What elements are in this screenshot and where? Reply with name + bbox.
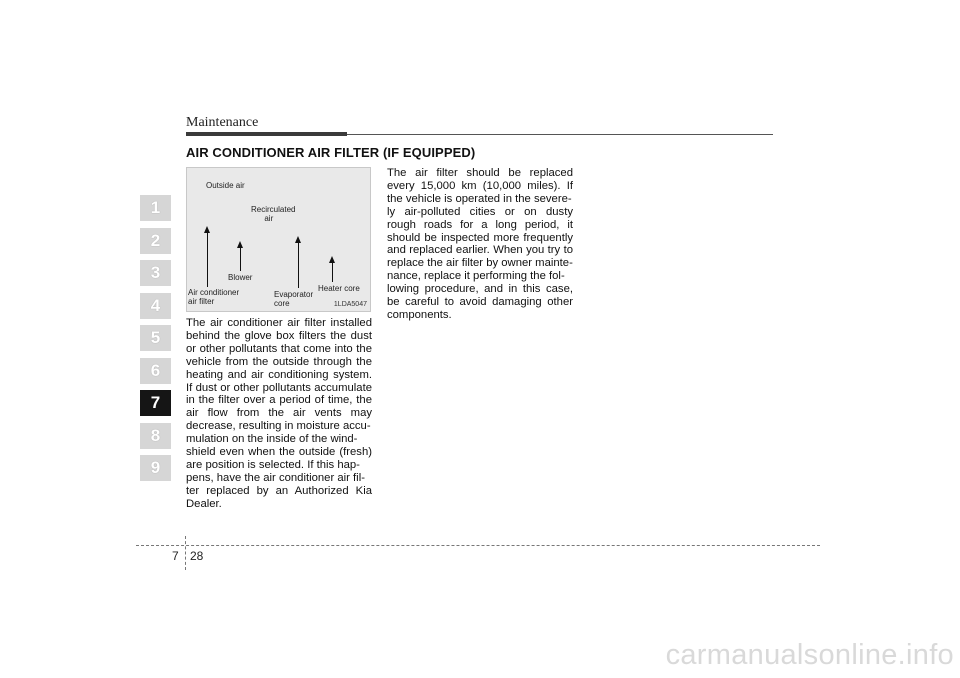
section-heading: AIR CONDITIONER AIR FILTER (IF EQUIPPED) xyxy=(186,145,476,160)
chapter-tab-2[interactable]: 2 xyxy=(140,228,171,254)
label-blower: Blower xyxy=(228,273,253,282)
label-outside-air: Outside air xyxy=(206,181,245,190)
label-recirculated-air: Recirculated air xyxy=(251,205,296,223)
figure-id: 1LDA5047 xyxy=(333,301,367,308)
arrow-air-filter xyxy=(207,232,208,287)
chapter-tab-3[interactable]: 3 xyxy=(140,260,171,286)
body-text-right: The air filter should be replaced every 15,000 km (10,000 miles). If the vehicle is operated in the severe- ly air-polluted cities or on dusty rough roads for a long period, it should be inspected more frequently and replaced earlier. When you try to replace the air filter by owner mainte- nance, replace it performing the fol- lowing procedure, and in this case, be careful to avoid damaging other components. xyxy=(387,167,573,321)
chapter-tab-1[interactable]: 1 xyxy=(140,195,171,221)
header-title: Maintenance xyxy=(186,115,259,130)
arrow-blower xyxy=(240,247,241,271)
chapter-tab-6[interactable]: 6 xyxy=(140,358,171,384)
arrow-evaporator xyxy=(298,242,299,288)
air-filter-figure xyxy=(186,167,371,312)
chapter-tab-5[interactable]: 5 xyxy=(140,325,171,351)
label-evaporator-core: Evaporator core xyxy=(274,290,314,308)
body-text-left: The air conditioner air filter installed behind the glove box filters the dust or other pollutants that come into the vehicle from the outside through the heating and air conditioning system. If dust or other pollutants accumulate in the filter over a period of time, the air flow from the air vents may decrease, resulting in moisture accu- mulation on the inside of the wind- shield even when the outside (fresh) are position is selected. If this hap- pens, have the air conditioner air fil- ter replaced by an Authorized Kia Dealer. xyxy=(186,317,372,510)
footer-divider xyxy=(185,536,186,570)
footer-rule xyxy=(136,545,820,546)
arrow-heater-core xyxy=(332,262,333,282)
footer-page-number: 28 xyxy=(190,549,204,563)
chapter-tab-7[interactable]: 7 xyxy=(140,390,171,416)
label-air-conditioner-filter: Air conditioner air filter xyxy=(188,288,240,306)
header-rule-thin xyxy=(347,134,773,135)
chapter-tab-8[interactable]: 8 xyxy=(140,423,171,449)
label-heater-core: Heater core xyxy=(318,284,360,293)
chapter-tab-4[interactable]: 4 xyxy=(140,293,171,319)
footer-chapter-number: 7 xyxy=(172,549,179,563)
header-rule-thick xyxy=(186,132,347,136)
chapter-tabs xyxy=(140,195,171,488)
watermark: carmanualsonline.info xyxy=(665,639,954,671)
chapter-tab-9[interactable]: 9 xyxy=(140,455,171,481)
